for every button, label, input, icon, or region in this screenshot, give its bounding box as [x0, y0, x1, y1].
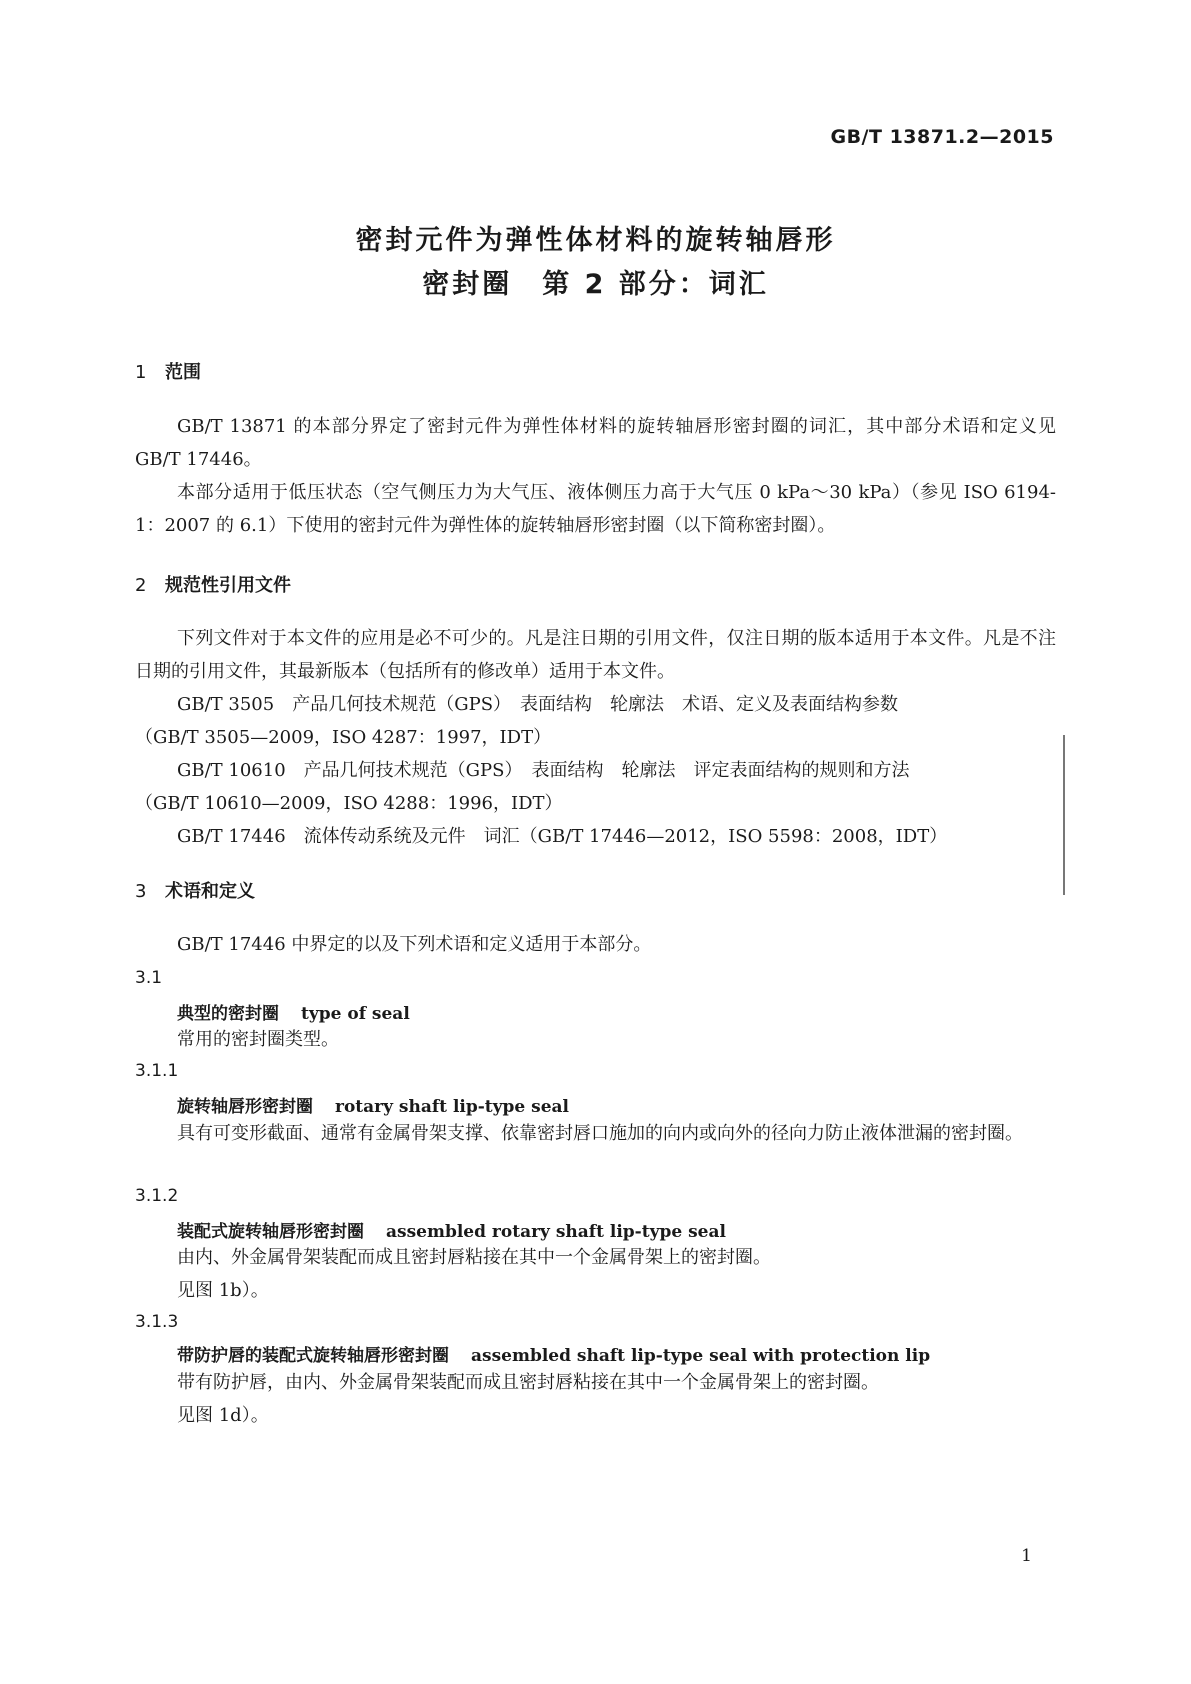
reference-gbt3505-line1: GB/T 3505 产品几何技术规范（GPS） 表面结构 轮廓法 术语、定义及表面结构参数: [177, 694, 899, 715]
clause-number: 3.1: [135, 968, 163, 988]
change-bar: [1063, 735, 1065, 895]
clause-number: 3.1.1: [135, 1061, 179, 1081]
term-chinese: 带防护唇的装配式旋转轴唇形密封圈: [177, 1346, 449, 1366]
term-english: assembled shaft lip-type seal with protection lip: [471, 1346, 931, 1366]
section-1-paragraph-2: 本部分适用于低压状态（空气侧压力为大气压、液体侧压力高于大气压 0 kPa～30 kPa）（参见 ISO 6194-1：2007 的 6.1）下使用的密封元件为弹性体的旋转轴唇形密封圈（以下简称密封圈）。: [135, 482, 1056, 536]
page-number: 1: [1021, 1546, 1032, 1566]
term-english: assembled rotary shaft lip-type seal: [386, 1222, 726, 1242]
term-definition: 具有可变形截面、通常有金属骨架支撑、依靠密封唇口施加的向内或向外的径向力防止液体泄漏的密封圈。: [177, 1123, 1023, 1144]
term-definition: 常用的密封圈类型。: [177, 1029, 339, 1050]
reference-gbt10610-line2: （GB/T 10610—2009，ISO 4288：1996，IDT）: [135, 793, 563, 814]
section-title: 规范性引用文件: [165, 575, 291, 596]
term-definition: 带有防护唇，由内、外金属骨架装配而成且密封唇粘接在其中一个金属骨架上的密封圈。: [177, 1372, 879, 1393]
section-number: 1: [135, 362, 147, 383]
term-chinese: 装配式旋转轴唇形密封圈: [177, 1222, 364, 1242]
document-title-line2: 密封圈 第 2 部分：词汇: [422, 269, 769, 300]
term-note: 见图 1d）。: [177, 1405, 269, 1426]
section-1-heading: [135, 358, 201, 384]
clause-number: 3.1.3: [135, 1312, 179, 1332]
section-title: 术语和定义: [165, 881, 255, 902]
term-definition: 由内、外金属骨架装配而成且密封唇粘接在其中一个金属骨架上的密封圈。: [177, 1247, 771, 1268]
section-number: 3: [135, 881, 147, 902]
term-chinese: 典型的密封圈: [177, 1004, 279, 1024]
section-2-intro: 下列文件对于本文件的应用是必不可少的。凡是注日期的引用文件，仅注日期的版本适用于本文件。凡是不注日期的引用文件，其最新版本（包括所有的修改单）适用于本文件。: [135, 628, 1056, 682]
section-1-paragraph-1: GB/T 13871 的本部分界定了密封元件为弹性体材料的旋转轴唇形密封圈的词汇，其中部分术语和定义见 GB/T 17446。: [135, 416, 1056, 470]
section-title: 范围: [165, 362, 201, 383]
term-chinese: 旋转轴唇形密封圈: [177, 1097, 313, 1117]
section-2-heading: [135, 571, 291, 597]
term-heading: [177, 1217, 726, 1242]
reference-gbt10610-line1: GB/T 10610 产品几何技术规范（GPS） 表面结构 轮廓法 评定表面结构的规则和方法: [177, 760, 910, 781]
section-3-heading: [135, 877, 255, 903]
term-english: type of seal: [301, 1004, 410, 1024]
document-title-line1: 密封元件为弹性体材料的旋转轴唇形: [355, 225, 836, 256]
standard-number: GB/T 13871.2—2015: [830, 126, 1054, 148]
term-note: 见图 1b）。: [177, 1280, 269, 1301]
clause-number: 3.1.2: [135, 1186, 179, 1206]
term-heading: [177, 999, 410, 1024]
reference-gbt17446: GB/T 17446 流体传动系统及元件 词汇（GB/T 17446—2012，ISO 5598：2008，IDT）: [177, 826, 948, 847]
section-number: 2: [135, 575, 147, 596]
section-3-intro: GB/T 17446 中界定的以及下列术语和定义适用于本部分。: [177, 934, 652, 955]
term-heading: [177, 1092, 569, 1117]
reference-gbt3505-line2: （GB/T 3505—2009，ISO 4287：1997，IDT）: [135, 727, 552, 748]
term-english: rotary shaft lip-type seal: [335, 1097, 570, 1117]
term-heading: [177, 1341, 930, 1366]
